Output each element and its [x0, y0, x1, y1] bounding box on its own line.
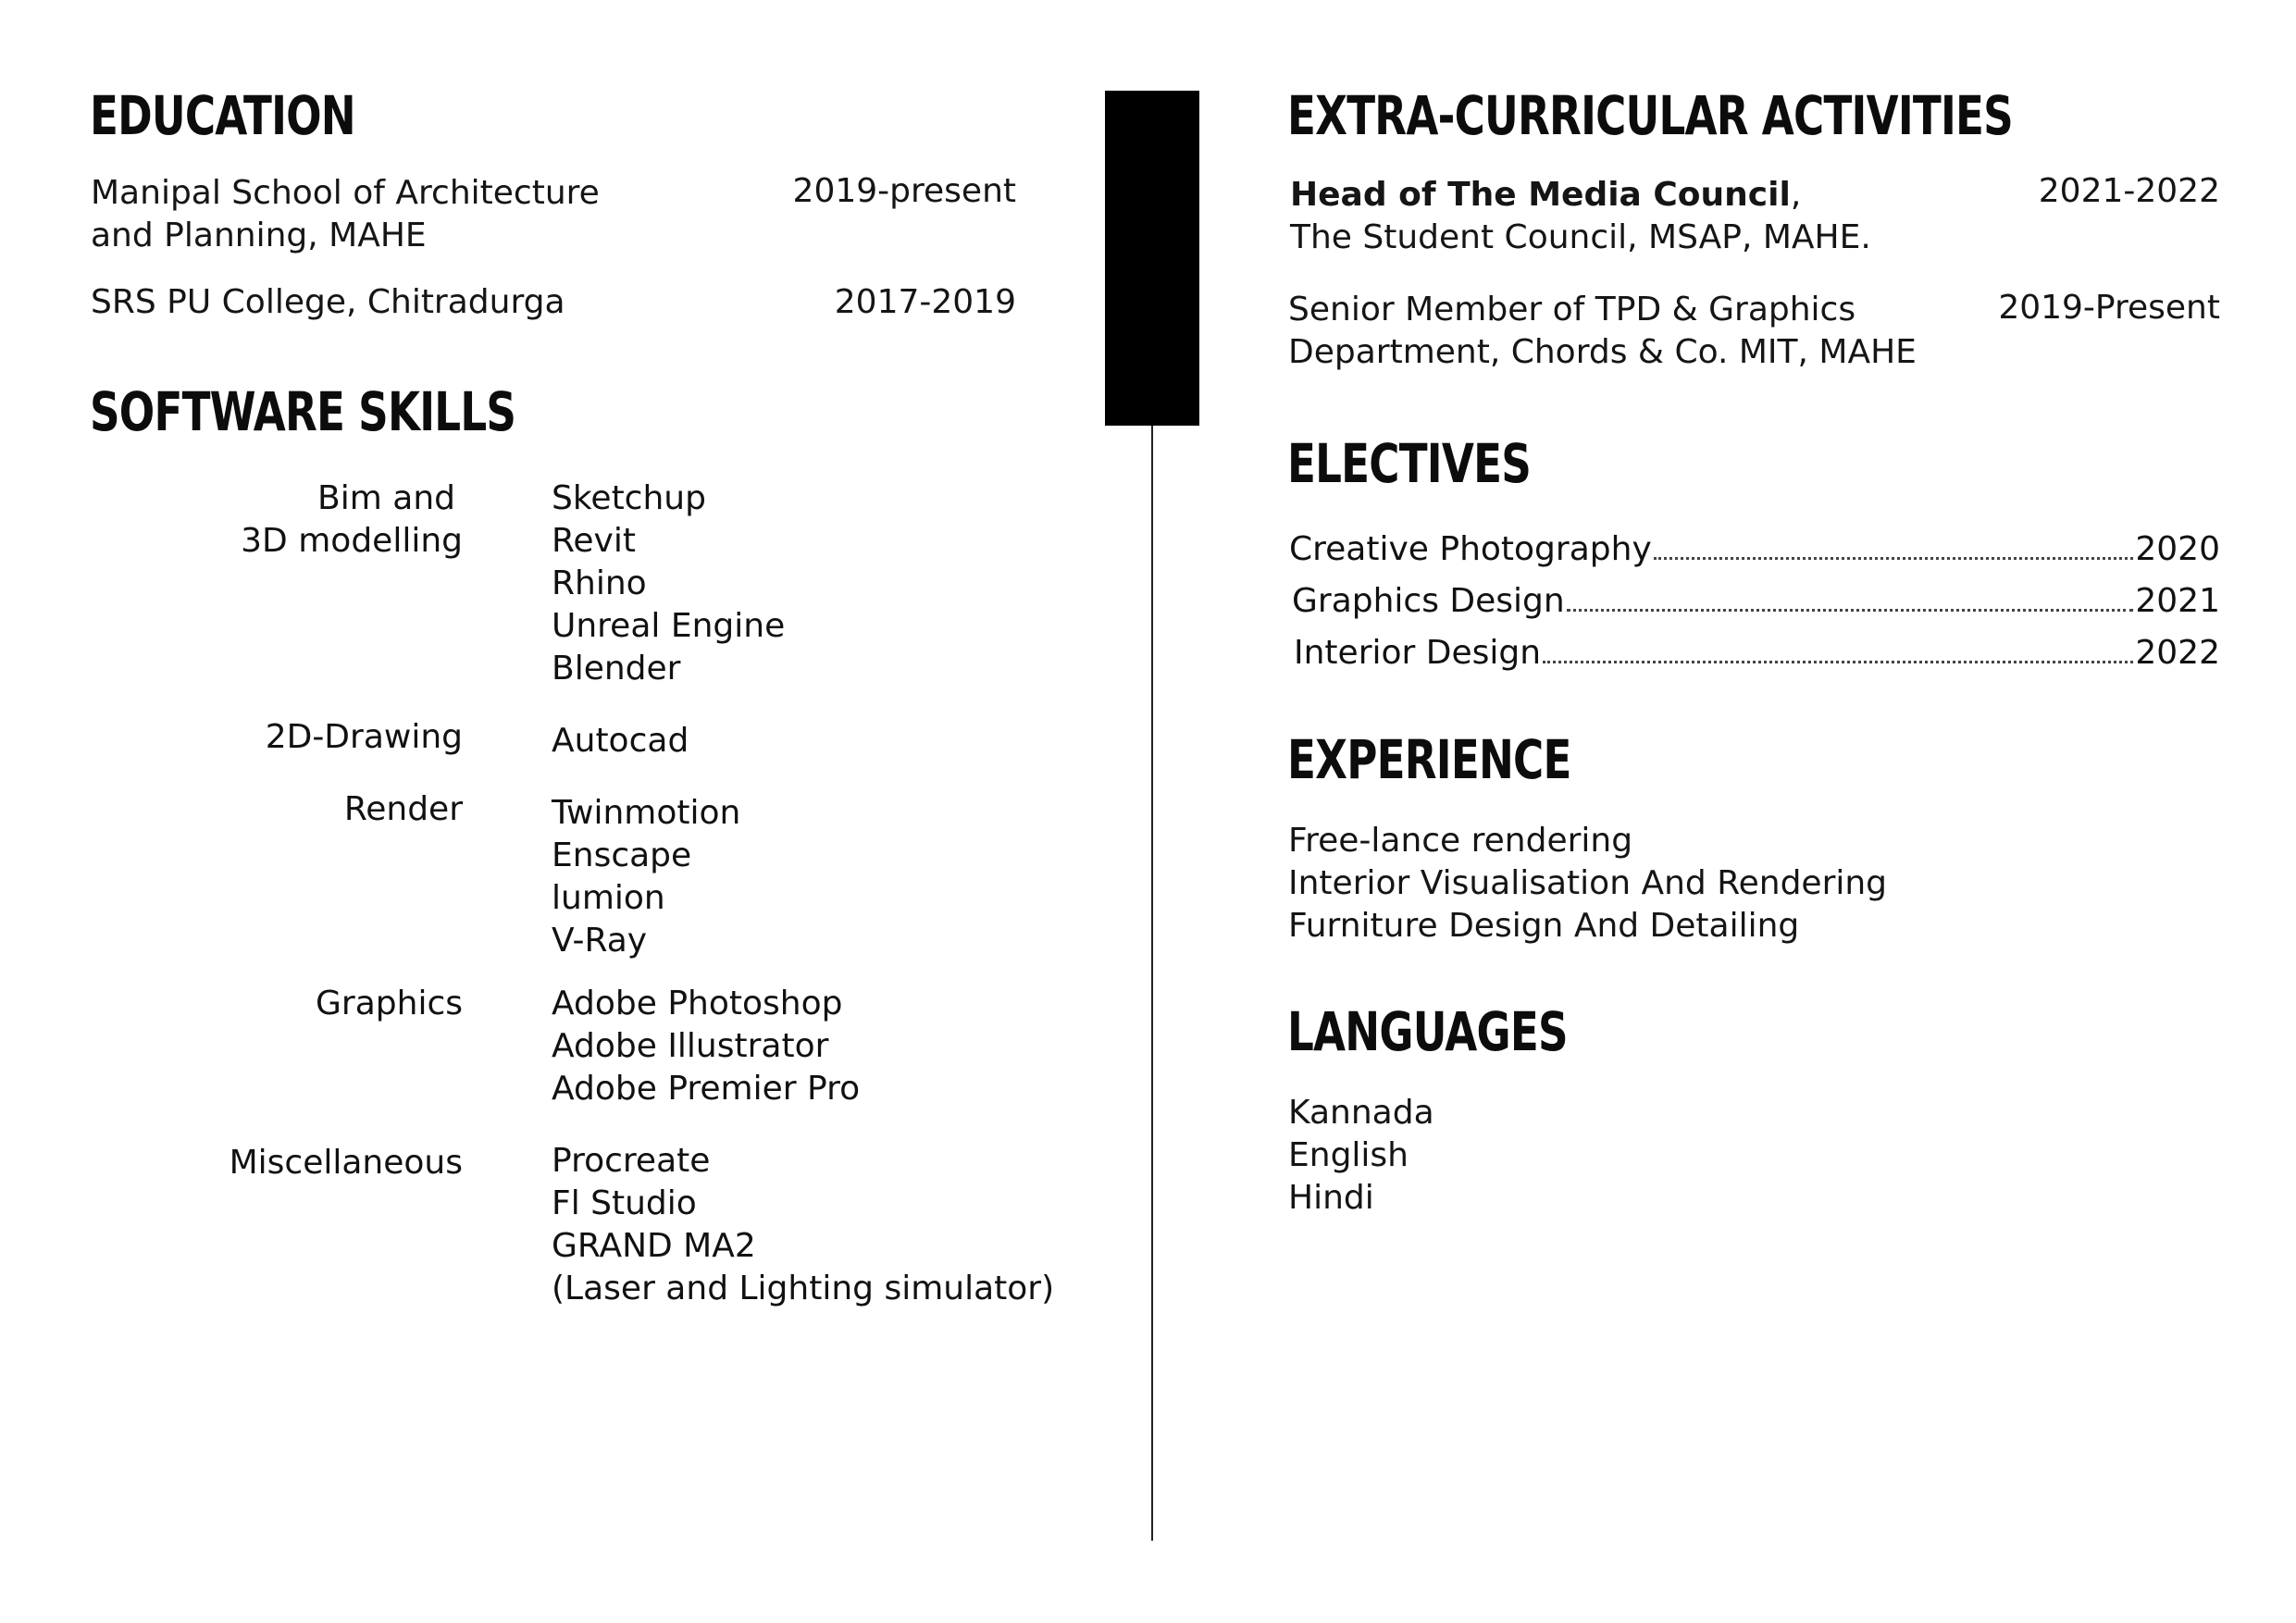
skill-tool: lumion [552, 879, 665, 917]
skill-tool: V-Ray [552, 922, 648, 960]
skill-category: Miscellaneous [229, 1144, 463, 1182]
dot-leader [1567, 609, 2134, 612]
elective-name: Graphics Design [1292, 582, 1565, 620]
skill-tool: Blender [552, 650, 681, 688]
language-item: Kannada [1288, 1094, 1434, 1132]
elective-row [1292, 576, 2220, 627]
language-item: Hindi [1288, 1179, 1374, 1217]
skill-tool: Sketchup [552, 479, 706, 517]
skill-category: Render [343, 790, 463, 828]
elective-row [1294, 627, 2220, 679]
skill-tool: Twinmotion [552, 794, 741, 832]
skill-tool: Fl Studio [552, 1184, 697, 1222]
activity-years: 2019-Present [1998, 289, 2220, 327]
elective-year: 2021 [2135, 582, 2220, 620]
activity-role: Senior Member of TPD & Graphics [1288, 291, 1856, 328]
skill-category: 2D-Drawing [265, 718, 463, 756]
skill-category: Graphics [316, 985, 463, 1022]
activity-organization: Department, Chords & Co. MIT, MAHE [1288, 333, 1917, 371]
education-years: 2017-2019 [834, 283, 1016, 321]
activity-title-line [1290, 174, 1801, 217]
divider-line [1151, 426, 1153, 1541]
skill-tool: Adobe Photoshop [552, 985, 843, 1022]
extracurricular-heading: EXTRA-CURRICULAR ACTIVITIES [1287, 84, 2013, 147]
skill-tool: GRAND MA2 [552, 1227, 756, 1265]
activity-title: Head of The Media Council [1290, 176, 1791, 214]
experience-item: Free-lance rendering [1288, 822, 1633, 860]
education-heading: EDUCATION [90, 84, 355, 147]
language-item: English [1288, 1136, 1409, 1174]
elective-year: 2020 [2135, 530, 2220, 568]
activity-title-suffix: , [1790, 176, 1802, 214]
skill-category: Bim and [317, 479, 455, 517]
software-skills-heading: SOFTWARE SKILLS [90, 380, 516, 443]
skill-tool: Adobe Premier Pro [552, 1070, 861, 1108]
experience-heading: EXPERIENCE [1287, 728, 1571, 791]
elective-row [1289, 524, 2220, 576]
education-institution: SRS PU College, Chitradurga [91, 283, 565, 321]
education-institution: Manipal School of Architecture [91, 174, 600, 212]
skill-tool: Enscape [552, 836, 692, 874]
languages-heading: LANGUAGES [1287, 1000, 1568, 1063]
skill-category-line2: 3D modelling [241, 522, 463, 560]
activity-organization: The Student Council, MSAP, MAHE. [1290, 218, 1871, 256]
divider-block [1105, 91, 1199, 426]
experience-item: Interior Visualisation And Rendering [1288, 864, 1888, 902]
dot-leader [1654, 557, 2134, 560]
education-years: 2019-present [792, 172, 1016, 210]
elective-name: Creative Photography [1289, 530, 1652, 568]
experience-item: Furniture Design And Detailing [1288, 907, 1800, 945]
skill-tool: Unreal Engine [552, 607, 786, 645]
elective-year: 2022 [2135, 634, 2220, 672]
skill-tool: Adobe Illustrator [552, 1027, 829, 1065]
skill-tool: Revit [552, 522, 636, 560]
activity-years: 2021-2022 [2038, 172, 2220, 210]
skill-tool: Autocad [552, 722, 689, 760]
skill-tool: (Laser and Lighting simulator) [552, 1270, 1055, 1307]
electives-heading: ELECTIVES [1287, 432, 1532, 495]
skill-tool: Rhino [552, 564, 647, 602]
dot-leader [1543, 661, 2133, 663]
education-institution-line2: and Planning, MAHE [91, 217, 427, 254]
skill-tool: Procreate [552, 1142, 711, 1180]
elective-name: Interior Design [1294, 634, 1542, 672]
